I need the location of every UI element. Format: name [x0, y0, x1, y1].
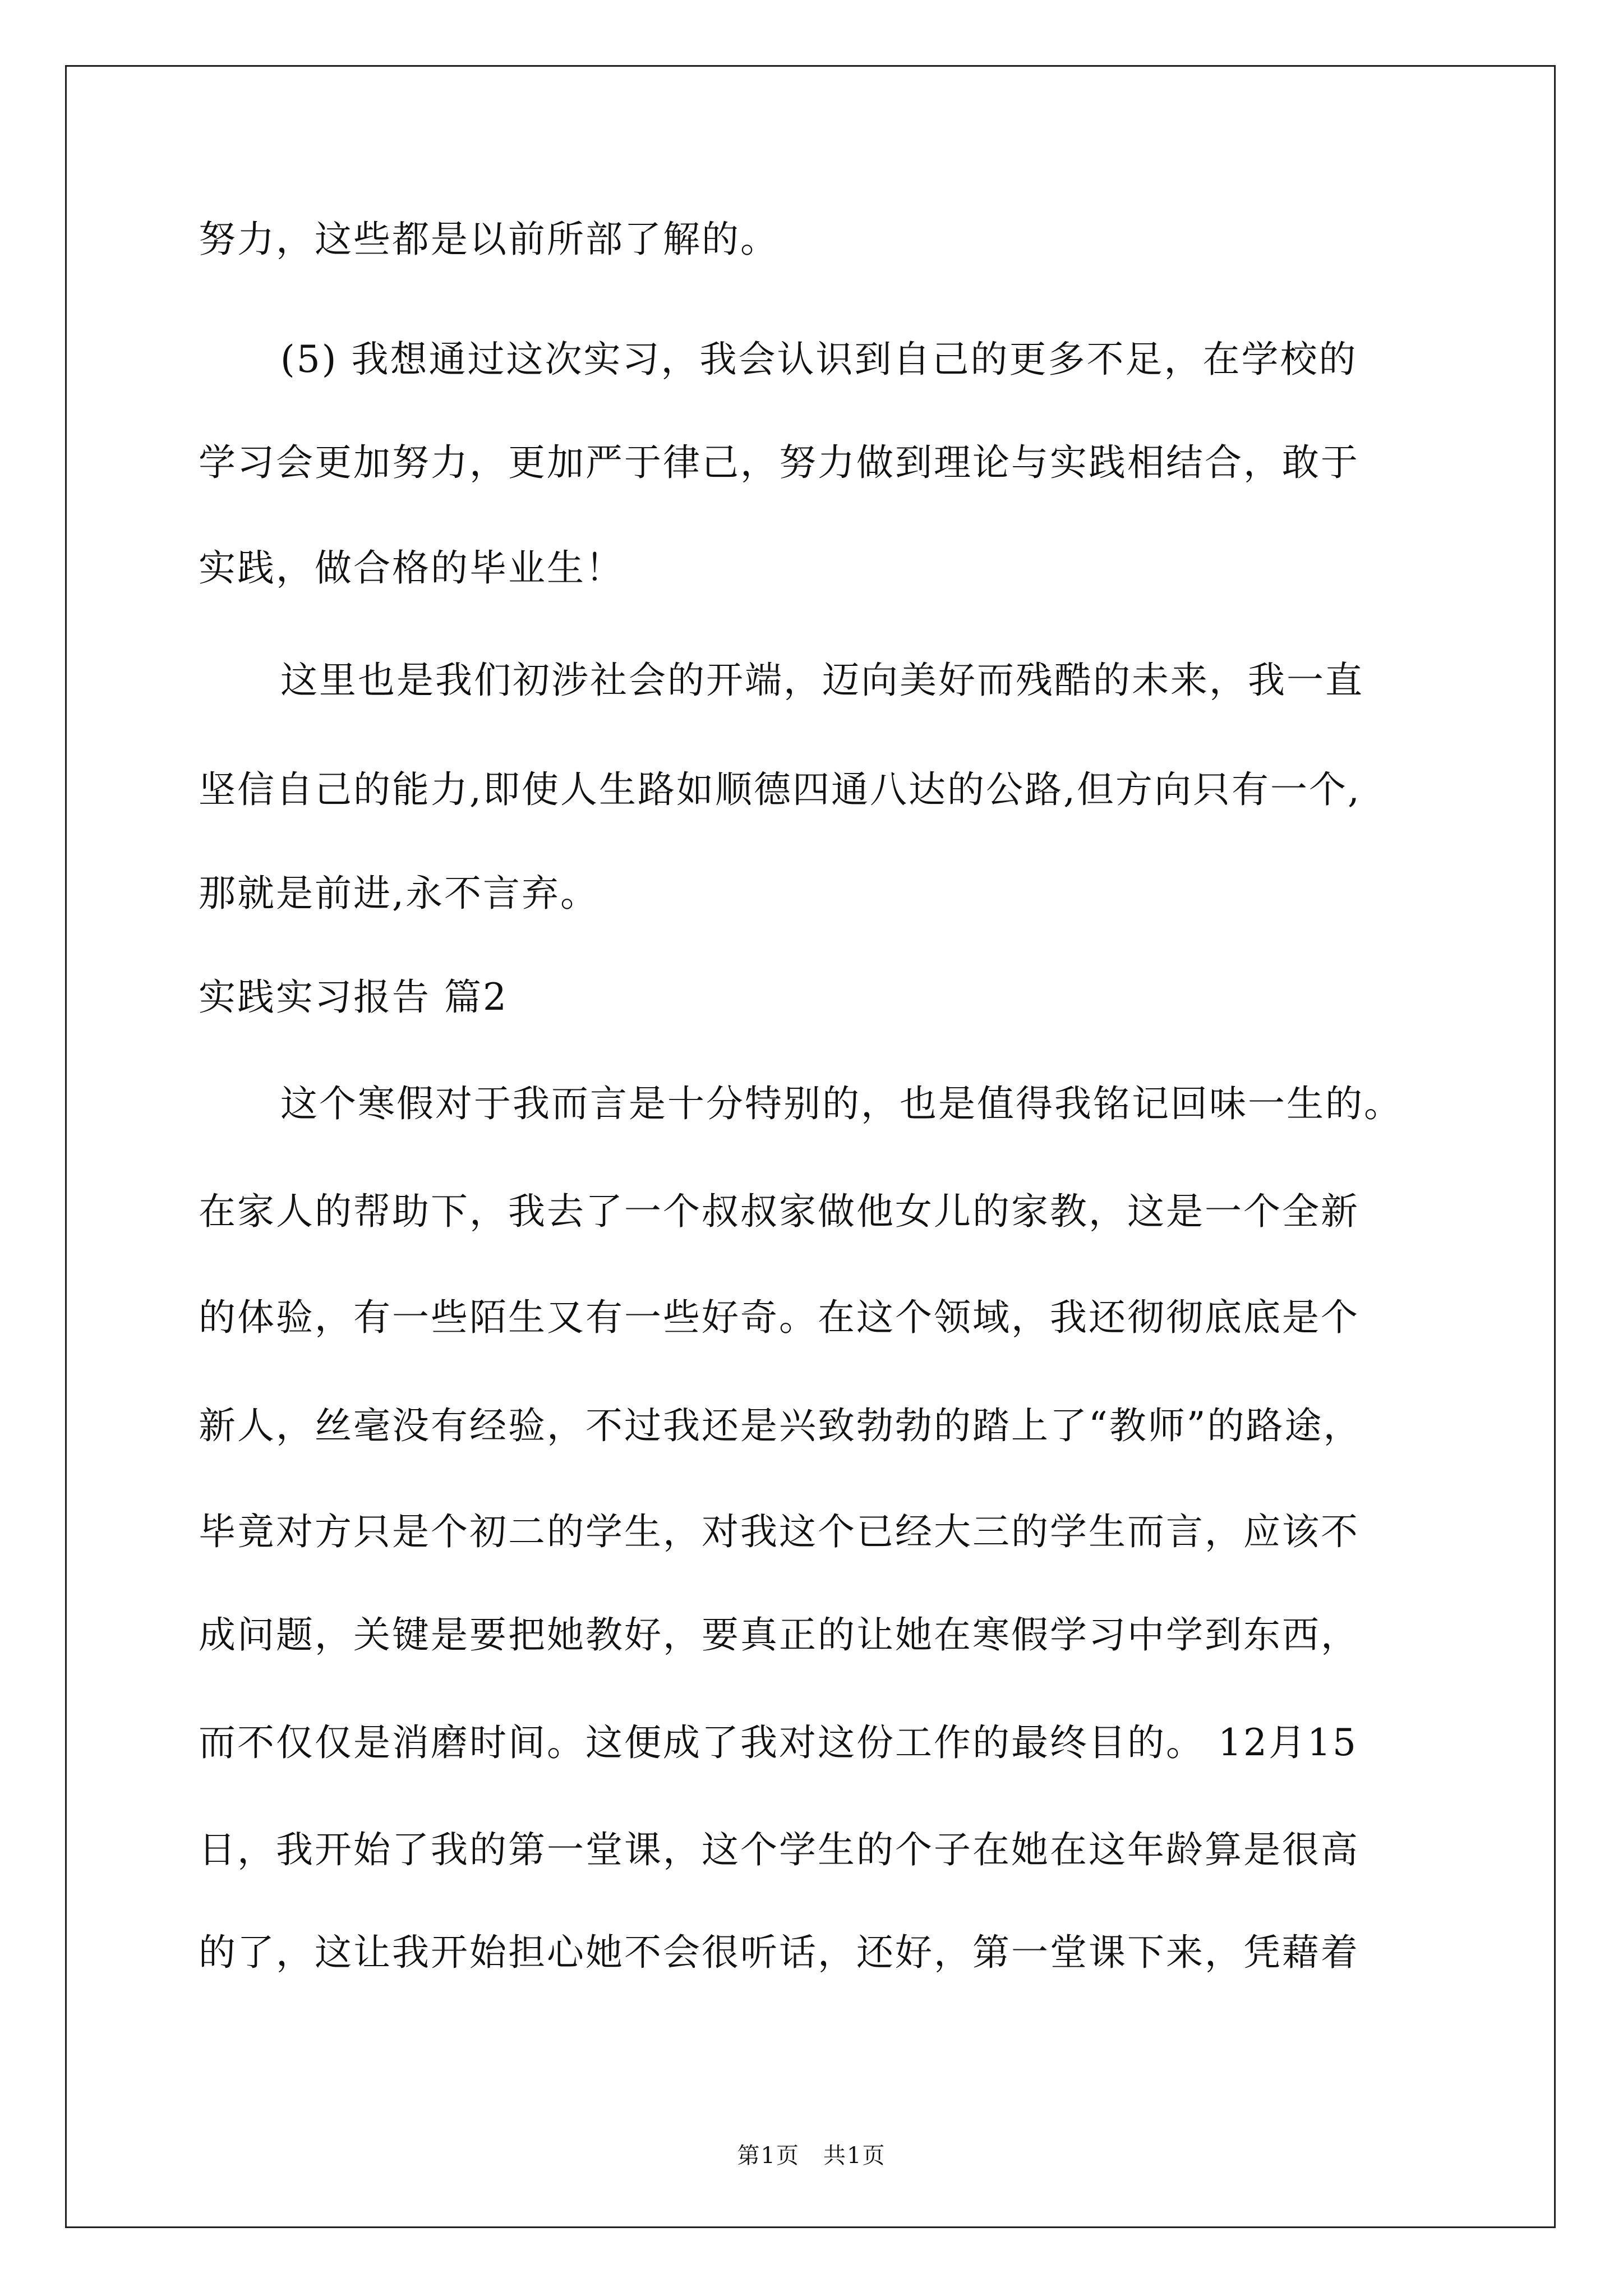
page-footer: 第1页 共1页	[737, 2143, 886, 2169]
body-line: 坚信自己的能力,即使人生路如顺德四通八达的公路,但方向只有一个,	[199, 768, 1361, 811]
body-line: 日，我开始了我的第一堂课，这个学生的个子在她在这年龄算是很高	[199, 1828, 1359, 1871]
body-line: 的了，这让我开始担心她不会很听话，还好，第一堂课下来，凭藉着	[199, 1931, 1359, 1974]
body-line: 的体验，有一些陌生又有一些好奇。在这个领域，我还彻彻底底是个	[199, 1296, 1359, 1339]
section-heading: 实践实习报告 篇2	[199, 976, 508, 1019]
body-line: 新人，丝毫没有经验，不过我还是兴致勃勃的踏上了“教师”的路途，	[199, 1404, 1362, 1447]
page-border	[65, 65, 1556, 2228]
body-line: 而不仅仅是消磨时间。这便成了我对这份工作的最终目的。 12月15	[199, 1721, 1358, 1764]
body-line: 努力，这些都是以前所部了解的。	[199, 218, 779, 261]
body-line: 实践，做合格的毕业生！	[199, 546, 624, 590]
body-line: 那就是前进,永不言弃。	[199, 872, 599, 915]
body-line: 毕竟对方只是个初二的学生，对我这个已经大三的学生而言，应该不	[199, 1510, 1359, 1553]
body-line: 这里也是我们初涉社会的开端，迈向美好而残酷的未来，我一直	[280, 659, 1364, 702]
body-line: (5) 我想通过这次实习，我会认识到自己的更多不足，在学校的	[280, 338, 1358, 381]
body-line: 这个寒假对于我而言是十分特别的，也是值得我铭记回味一生的。	[280, 1082, 1403, 1125]
body-line: 在家人的帮助下，我去了一个叔叔家做他女儿的家教，这是一个全新	[199, 1190, 1359, 1233]
body-line: 成问题，关键是要把她教好，要真正的让她在寒假学习中学到东西，	[199, 1613, 1359, 1657]
body-line: 学习会更加努力，更加严于律己，努力做到理论与实践相结合，敢于	[199, 441, 1359, 484]
